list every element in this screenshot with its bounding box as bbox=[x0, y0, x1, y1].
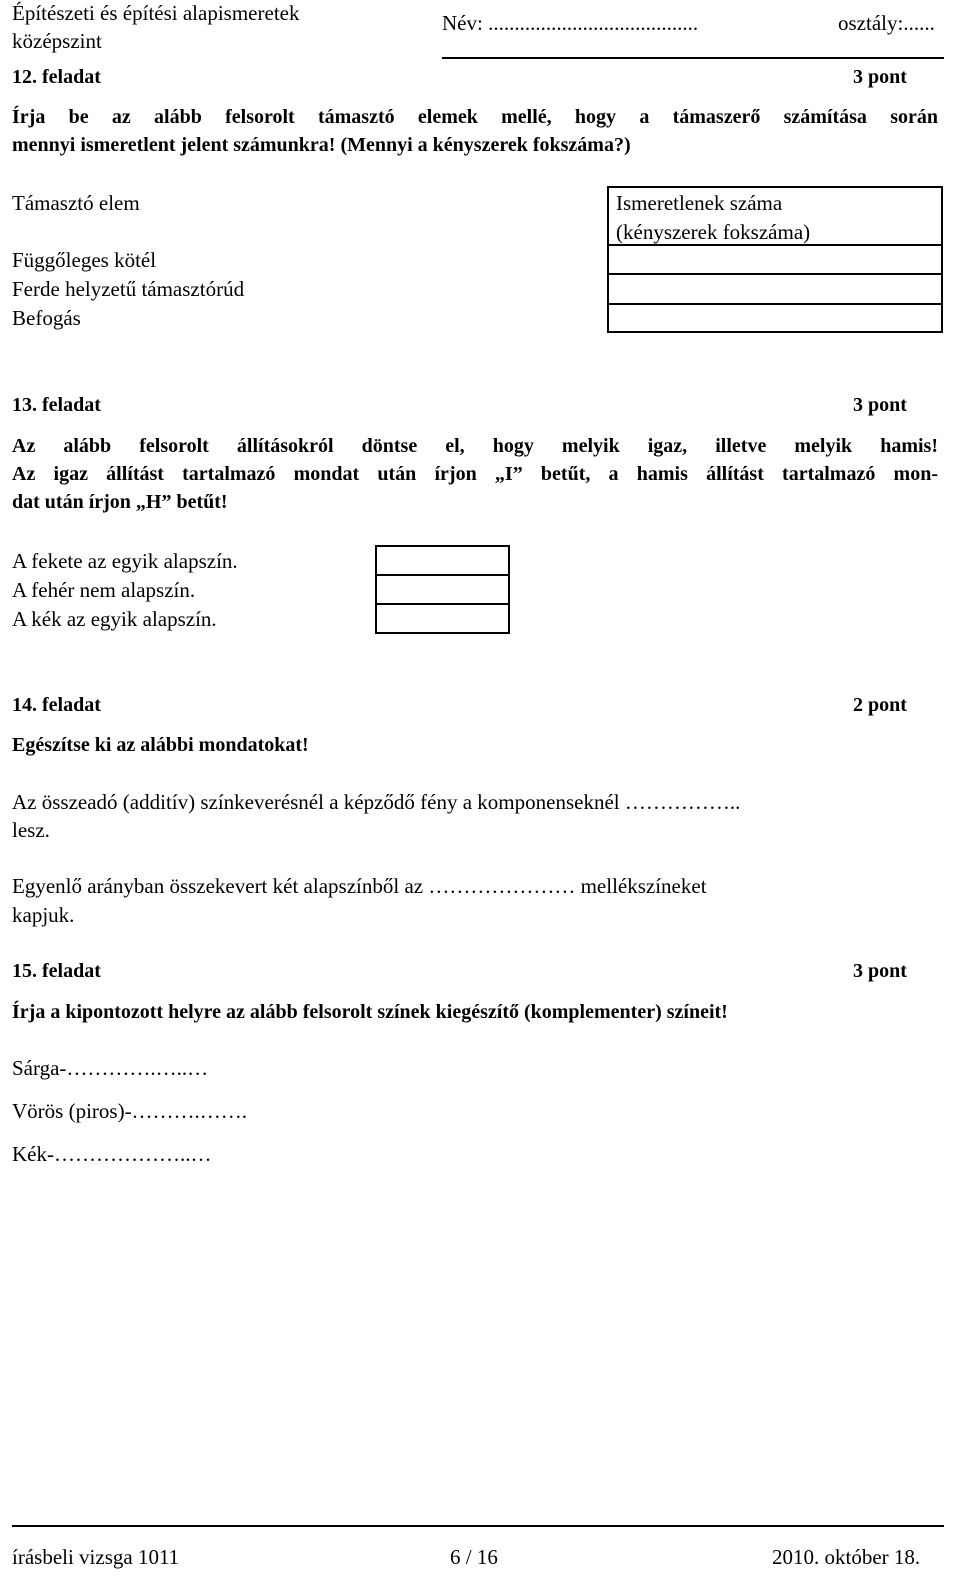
class-field: osztály:...... bbox=[838, 11, 935, 35]
task13-points: 3 pont bbox=[853, 394, 907, 416]
task15-points: 3 pont bbox=[853, 960, 907, 982]
table-rule bbox=[375, 632, 510, 634]
header-level: középszint bbox=[12, 29, 102, 53]
table-rule bbox=[607, 303, 943, 305]
task12-points: 3 pont bbox=[853, 66, 907, 88]
task15-item-3: Kék-………………..… bbox=[12, 1142, 212, 1166]
task13-row-3: A kék az egyik alapszín. bbox=[12, 607, 217, 631]
footer-date: 2010. október 18. bbox=[772, 1545, 921, 1569]
table-rule bbox=[941, 186, 943, 333]
answer-cell[interactable] bbox=[379, 549, 506, 572]
task13-instruction-1: Az alább felsorolt állításokról döntse el, hogy melyik igaz, illetve melyik hamis! bbox=[12, 435, 938, 457]
task14-sentence-2-end: kapjuk. bbox=[12, 903, 75, 927]
task13-instruction-2: Az igaz állítást tartalmazó mondat után írjon „I” betűt, a hamis állítást tartalmazó mon- bbox=[12, 463, 938, 485]
task12-row-1: Függőleges kötél bbox=[12, 248, 157, 272]
answer-cell[interactable] bbox=[611, 307, 939, 329]
task13-row-1: A fekete az egyik alapszín. bbox=[12, 549, 238, 573]
task14-points: 2 pont bbox=[853, 694, 907, 716]
header-title: Építészeti és építési alapismeretek bbox=[12, 1, 300, 25]
table-rule bbox=[375, 574, 510, 576]
table-rule bbox=[375, 603, 510, 605]
answer-cell[interactable] bbox=[611, 248, 939, 271]
table-rule bbox=[607, 186, 943, 188]
answer-cell[interactable] bbox=[379, 607, 506, 630]
answer-cell[interactable] bbox=[379, 578, 506, 601]
header-rule bbox=[442, 57, 944, 59]
footer-rule bbox=[12, 1525, 944, 1527]
task12-row-3: Befogás bbox=[12, 306, 81, 330]
task12-instruction-1: Írja be az alább felsorolt támasztó elemek mellé, hogy a támaszerő számítása során bbox=[12, 106, 938, 128]
table-rule bbox=[607, 186, 609, 333]
task12-row-2: Ferde helyzetű támasztórúd bbox=[12, 277, 245, 301]
table-rule bbox=[607, 331, 943, 333]
task15-item-1: Sárga-………….…..… bbox=[12, 1056, 209, 1080]
task12-col2-header-2: (kényszerek fokszáma) bbox=[616, 220, 811, 244]
task14-instruction: Egészítse ki az alábbi mondatokat! bbox=[12, 734, 309, 756]
task15-title: 15. feladat bbox=[12, 960, 101, 982]
task13-title: 13. feladat bbox=[12, 394, 101, 416]
task13-instruction-3: dat után írjon „H” betűt! bbox=[12, 491, 228, 513]
task14-title: 14. feladat bbox=[12, 694, 101, 716]
task15-item-2: Vörös (piros)-……….……. bbox=[12, 1099, 248, 1123]
table-rule bbox=[607, 244, 943, 246]
table-rule bbox=[607, 273, 943, 275]
task12-col2-header-1: Ismeretlenek száma bbox=[616, 191, 783, 215]
task14-sentence-2: Egyenlő arányban összekevert két alapszínből az ………………… mellékszíneket bbox=[12, 874, 707, 898]
name-field: Név: ........................................ bbox=[442, 11, 699, 35]
task12-col1-header: Támasztó elem bbox=[12, 191, 140, 215]
answer-cell[interactable] bbox=[611, 277, 939, 301]
footer-page-number: 6 / 16 bbox=[450, 1545, 498, 1569]
task12-instruction-2: mennyi ismeretlent jelent számunkra! (Mennyi a kényszerek fokszáma?) bbox=[12, 134, 631, 156]
table-rule bbox=[375, 545, 377, 634]
footer-exam: írásbeli vizsga 1011 bbox=[12, 1545, 180, 1569]
task15-instruction: Írja a kipontozott helyre az alább felsorolt színek kiegészítő (komplementer) színeit! bbox=[12, 1001, 728, 1023]
task14-sentence-1: Az összeadó (additív) színkeverésnél a képződő fény a komponenseknél …………….. bbox=[12, 790, 741, 814]
task13-row-2: A fehér nem alapszín. bbox=[12, 578, 196, 602]
task14-sentence-1-end: lesz. bbox=[12, 818, 50, 842]
table-rule bbox=[375, 545, 510, 547]
table-rule bbox=[508, 545, 510, 634]
task12-title: 12. feladat bbox=[12, 66, 101, 88]
